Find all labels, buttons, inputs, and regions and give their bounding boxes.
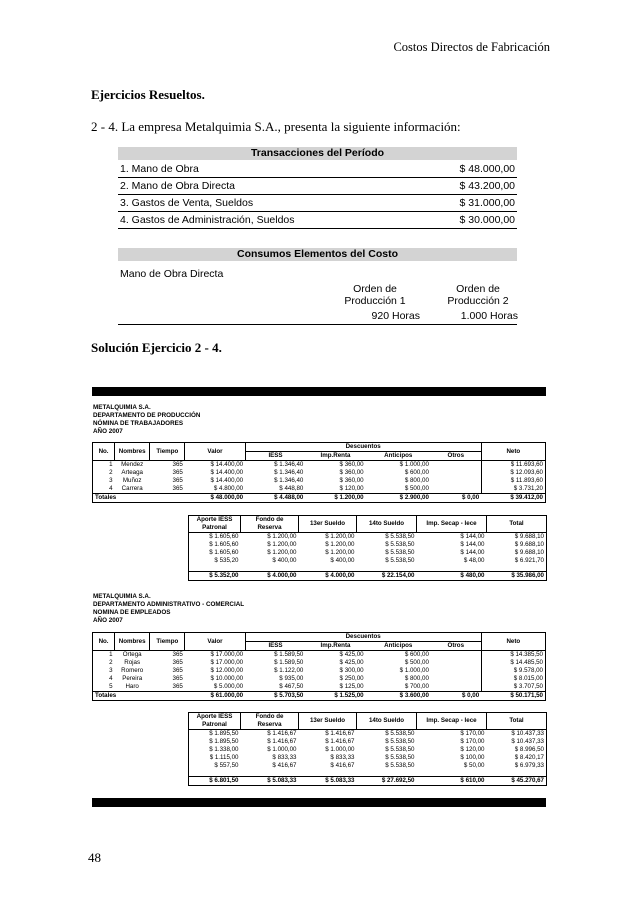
total-cell: $ 3.600,00 [366, 692, 431, 701]
col-tiempo: Tiempo [150, 443, 185, 461]
total-cell: $ 1.525,00 [305, 692, 365, 701]
col-descuentos: Descuentos [245, 633, 481, 642]
table-cell: $ 170,00 [460, 738, 485, 745]
totales-label: Totales [93, 494, 185, 503]
transaccion-label: 4. Gastos de Administración, Sueldos [120, 214, 295, 226]
table-cell: $ 11.693,60 [481, 461, 545, 470]
table-cell [431, 675, 481, 683]
transaccion-value: $ 30.000,00 [459, 214, 515, 226]
table-cell: $ 50,00 [463, 762, 485, 769]
orden2-hours: 1.000 Horas [460, 310, 518, 322]
table-cell: $ 1.895,50 [189, 738, 241, 746]
col-fondo [241, 516, 299, 533]
col-14: 14to Sueldo [357, 516, 417, 533]
table-cell: $ 9.688,10 [487, 549, 547, 557]
aporte-line2: Patronal [202, 524, 227, 531]
total-cell: $ 0,00 [431, 692, 481, 701]
col-14: 14to Sueldo [357, 713, 417, 730]
table-cell: $ 1.115,00 [189, 754, 241, 762]
total-cell: $ 480,00 [417, 572, 487, 581]
col-total: Total [487, 713, 547, 730]
table-cell: $ 14.485,50 [481, 659, 545, 667]
table-cell: $ 5.538,50 [385, 762, 415, 769]
table-cell: 3 [93, 477, 115, 485]
orden1-line2: Producción 1 [344, 295, 406, 307]
table-cell: 3 [93, 667, 115, 675]
payroll-table [92, 442, 546, 503]
table-cell: $ 1.338,00 [189, 746, 241, 754]
total-cell: $ 4.000,00 [299, 572, 357, 581]
table-cell [431, 461, 481, 470]
table-row [189, 762, 547, 770]
total-cell: $ 5.083,33 [299, 777, 357, 786]
running-header: Costos Directos de Fabricación [393, 40, 550, 54]
provisions-table [188, 712, 547, 786]
orden2-header [433, 283, 523, 307]
table-row [189, 738, 547, 746]
transaccion-label: 2. Mano de Obra Directa [120, 180, 235, 192]
payroll-name: NOMINA DE EMPLEADOS [93, 609, 171, 616]
table-cell: Romero [121, 667, 144, 674]
provisions-table [188, 515, 547, 581]
table-cell: 365 [172, 651, 183, 658]
table-cell: 365 [172, 461, 183, 468]
payroll-table [92, 632, 546, 701]
table-cell: $ 1.416,67 [325, 738, 355, 745]
table-cell: $ 9.688,10 [487, 541, 547, 549]
table-cell: $ 10.437,33 [487, 730, 547, 739]
table-cell: Rojas [124, 659, 141, 666]
table-cell: $ 3.731,20 [481, 485, 545, 494]
table-cell: $ 4.800,00 [213, 485, 244, 492]
exercise-statement: 2 - 4. La empresa Metalquimia S.A., presenta la siguiente información: [91, 119, 461, 134]
table-cell: $ 144,00 [460, 533, 485, 540]
col-fondo [241, 713, 299, 730]
table-cell: $ 120,00 [339, 485, 364, 492]
table-cell: 2 [93, 469, 115, 477]
transaccion-value: $ 48.000,00 [459, 163, 515, 175]
table-row [93, 477, 546, 485]
table-cell: $ 416,67 [272, 762, 297, 769]
table-cell: $ 8.420,17 [487, 754, 547, 762]
total-cell: $ 610,00 [417, 777, 487, 786]
table-cell: $ 1.122,00 [274, 667, 304, 674]
table-cell: Arteaga [121, 469, 143, 476]
col-13: 13er Sueldo [299, 516, 357, 533]
col-secap: Imp. Secap - Iece [417, 516, 487, 533]
table-row [189, 549, 547, 557]
total-cell: $ 45.270,67 [487, 777, 547, 786]
total-cell: $ 61.000,00 [185, 692, 245, 701]
table-cell: $ 8.015,00 [481, 675, 545, 683]
table-cell: $ 1.605,60 [189, 549, 241, 557]
table-cell: $ 600,00 [404, 651, 429, 658]
consumos-rule [118, 324, 517, 325]
col-anticipos: Anticipos [366, 642, 431, 651]
fondo-line1: Fondo de [255, 516, 284, 523]
table-cell: $ 1.605,60 [189, 533, 241, 542]
col-secap: Imp. Secap - Iece [417, 713, 487, 730]
table-cell: $ 250,00 [339, 675, 364, 682]
consumos-label: Mano de Obra Directa [120, 268, 224, 280]
aporte-line1: Aporte IESS [196, 516, 233, 523]
total-cell: $ 48.000,00 [185, 494, 245, 503]
table-cell: $ 9.578,00 [481, 667, 545, 675]
table-cell: $ 5.538,50 [385, 754, 415, 761]
table-cell: 365 [172, 659, 183, 666]
table-cell: $ 17.000,00 [210, 651, 244, 658]
table-cell: $ 5.538,50 [385, 730, 415, 737]
table-row [189, 746, 547, 754]
fondo-line1: Fondo de [255, 713, 284, 720]
table-cell: 1 [93, 651, 115, 660]
table-cell: $ 10.437,33 [487, 738, 547, 746]
transaccion-label: 1. Mano de Obra [120, 163, 199, 175]
col-otros: Otros [431, 642, 481, 651]
table-cell: $ 1.416,67 [267, 730, 297, 737]
table-cell: $ 1.895,50 [189, 730, 241, 739]
col-renta: Imp.Renta [305, 452, 365, 461]
col-otros: Otros [431, 452, 481, 461]
table-cell: $ 1.000,00 [399, 667, 429, 674]
table-cell: 2 [93, 659, 115, 667]
bottom-black-bar [92, 798, 546, 807]
table-cell: 365 [172, 477, 183, 484]
table-cell: $ 300,00 [339, 667, 364, 674]
col-iess: IESS [245, 452, 305, 461]
payroll-year: AÑO 2007 [93, 617, 123, 624]
table-cell: 365 [172, 667, 183, 674]
solution-heading: Solución Ejercicio 2 - 4. [91, 340, 222, 355]
table-cell: $ 400,00 [330, 557, 355, 564]
table-cell: $ 11.893,60 [481, 477, 545, 485]
table-cell: $ 144,00 [460, 541, 485, 548]
table-cell: $ 1.346,40 [274, 461, 304, 468]
table-cell: $ 6.921,70 [487, 557, 547, 565]
aporte-line2: Patronal [202, 721, 227, 728]
transaccion-label: 3. Gastos de Venta, Sueldos [120, 197, 254, 209]
table-cell: $ 125,00 [339, 683, 364, 690]
col-aporte [189, 516, 241, 533]
col-valor: Valor [185, 443, 245, 461]
total-cell: $ 4.000,00 [241, 572, 299, 581]
page-number: 48 [88, 850, 101, 865]
table-cell: $ 14.400,00 [210, 461, 244, 468]
col-neto: Neto [481, 443, 545, 461]
table-row [93, 469, 546, 477]
total-cell: $ 35.986,00 [487, 572, 547, 581]
table-cell: $ 5.538,50 [385, 557, 415, 564]
table-cell [431, 469, 481, 477]
table-cell: $ 360,00 [339, 461, 364, 468]
table-row [93, 461, 546, 470]
table-cell: $ 500,00 [404, 485, 429, 492]
table-row [189, 730, 547, 739]
table-cell: Muñoz [122, 477, 142, 484]
table-cell: $ 8.996,50 [487, 746, 547, 754]
col-anticipos: Anticipos [366, 452, 431, 461]
col-iess: IESS [245, 642, 305, 651]
orden1-line1: Orden de [353, 283, 397, 295]
total-cell: $ 1.200,00 [305, 494, 365, 503]
table-cell: $ 1.000,00 [399, 461, 429, 468]
transaccion-row [118, 213, 517, 229]
table-cell: $ 416,67 [330, 762, 355, 769]
transaccion-row [118, 179, 517, 195]
table-cell: $ 6.979,33 [487, 762, 547, 770]
table-cell: 1 [93, 461, 115, 470]
table-cell: $ 17.000,00 [210, 659, 244, 666]
fondo-line2: Reserva [257, 721, 282, 728]
totales-label: Totales [93, 692, 185, 701]
table-cell: $ 14.400,00 [210, 477, 244, 484]
table-cell: $ 1.200,00 [325, 533, 355, 540]
table-cell: $ 1.200,00 [325, 541, 355, 548]
col-13: 13er Sueldo [299, 713, 357, 730]
table-cell: $ 833,33 [330, 754, 355, 761]
table-cell: $ 1.589,50 [274, 651, 304, 658]
table-row [93, 675, 546, 683]
table-cell: $ 1.200,00 [267, 541, 297, 548]
table-cell: $ 557,50 [189, 762, 241, 770]
table-row [93, 659, 546, 667]
table-cell: $ 1.589,50 [274, 659, 304, 666]
total-cell: $ 27.692,50 [357, 777, 417, 786]
consumos-title: Consumos Elementos del Costo [118, 248, 517, 261]
transaccion-value: $ 43.200,00 [459, 180, 515, 192]
table-cell: $ 833,33 [272, 754, 297, 761]
table-cell: $ 5.538,50 [385, 533, 415, 540]
total-cell: $ 5.352,00 [189, 572, 241, 581]
table-cell [431, 667, 481, 675]
col-nombres: Nombres [115, 633, 150, 651]
orden1-header [330, 283, 420, 307]
table-cell: 5 [93, 683, 115, 692]
col-no: No. [93, 443, 115, 461]
aporte-line1: Aporte IESS [196, 713, 233, 720]
table-cell: 365 [172, 485, 183, 492]
table-cell: $ 14.400,00 [210, 469, 244, 476]
table-cell: Pereira [122, 675, 143, 682]
col-aporte [189, 713, 241, 730]
col-tiempo: Tiempo [150, 633, 185, 651]
table-row [189, 754, 547, 762]
total-cell: $ 4.488,00 [245, 494, 305, 503]
table-cell: $ 1.416,67 [325, 730, 355, 737]
payroll-year: AÑO 2007 [93, 428, 123, 435]
table-cell: $ 1.416,67 [267, 738, 297, 745]
table-cell: 4 [93, 675, 115, 683]
transacciones-title: Transacciones del Período [118, 147, 517, 160]
table-row [189, 557, 547, 565]
table-cell: $ 425,00 [339, 659, 364, 666]
table-cell: $ 1.200,00 [267, 533, 297, 540]
table-cell: $ 467,50 [279, 683, 304, 690]
table-cell: $ 48,00 [463, 557, 485, 564]
table-cell: Carrera [121, 485, 143, 492]
table-cell: $ 14.385,50 [481, 651, 545, 660]
fondo-line2: Reserva [257, 524, 282, 531]
table-cell: $ 1.200,00 [267, 549, 297, 556]
table-cell: 365 [172, 675, 183, 682]
table-cell: $ 400,00 [272, 557, 297, 564]
table-cell: $ 700,00 [404, 683, 429, 690]
top-black-bar [92, 387, 546, 396]
col-valor: Valor [185, 633, 245, 651]
orden2-line1: Orden de [456, 283, 500, 295]
company-name: METALQUIMIA S.A. [93, 593, 151, 600]
table-cell: Haro [125, 683, 139, 690]
table-cell: $ 1.346,40 [274, 477, 304, 484]
table-cell: $ 10.000,00 [210, 675, 244, 682]
table-cell: 365 [172, 469, 183, 476]
table-cell: $ 12.000,00 [210, 667, 244, 674]
produccion-company-block [93, 404, 200, 436]
total-cell: $ 5.083,33 [241, 777, 299, 786]
total-cell: $ 50.171,50 [481, 692, 545, 701]
table-cell: $ 1.000,00 [267, 746, 297, 753]
table-cell: $ 120,00 [460, 746, 485, 753]
table-cell: $ 5.538,50 [385, 549, 415, 556]
table-cell [431, 659, 481, 667]
table-cell: $ 12.093,60 [481, 469, 545, 477]
table-cell: $ 5.000,00 [213, 683, 244, 690]
table-cell: $ 600,00 [404, 469, 429, 476]
col-total: Total [487, 516, 547, 533]
table-cell: $ 500,00 [404, 659, 429, 666]
table-row [93, 651, 546, 660]
table-cell: $ 1.346,40 [274, 469, 304, 476]
table-row [93, 667, 546, 675]
col-descuentos: Descuentos [245, 443, 481, 452]
table-cell: $ 448,80 [279, 485, 304, 492]
table-cell: $ 535,20 [189, 557, 241, 565]
table-cell: $ 800,00 [404, 477, 429, 484]
table-cell: 365 [172, 683, 183, 690]
orden1-hours: 920 Horas [371, 310, 420, 322]
table-cell [431, 485, 481, 494]
company-name: METALQUIMIA S.A. [93, 404, 151, 411]
table-cell: $ 360,00 [339, 469, 364, 476]
department-name: DEPARTAMENTO DE PRODUCCIÓN [93, 412, 201, 419]
col-neto: Neto [481, 633, 545, 651]
table-cell: $ 800,00 [404, 675, 429, 682]
payroll-name: NÓMINA DE TRABAJADORES [93, 420, 184, 427]
transaccion-row [118, 162, 517, 178]
table-cell: $ 5.538,50 [385, 738, 415, 745]
total-cell: $ 2.900,00 [366, 494, 431, 503]
col-no: No. [93, 633, 115, 651]
administrativo-company-block [93, 593, 244, 625]
table-cell: $ 1.200,00 [325, 549, 355, 556]
total-cell: $ 0,00 [431, 494, 481, 503]
total-cell: $ 5.703,50 [245, 692, 305, 701]
table-cell: $ 5.538,50 [385, 541, 415, 548]
table-cell: $ 1.000,00 [325, 746, 355, 753]
table-cell: 4 [93, 485, 115, 494]
table-row [189, 533, 547, 542]
department-name: DEPARTAMENTO ADMINISTRATIVO - COMERCIAL [93, 601, 245, 608]
table-cell: $ 3.707,50 [481, 683, 545, 692]
table-cell: $ 425,00 [339, 651, 364, 658]
section-heading: Ejercicios Resueltos. [91, 87, 205, 102]
total-cell: $ 39.412,00 [481, 494, 545, 503]
table-row [93, 683, 546, 692]
table-cell: $ 935,00 [279, 675, 304, 682]
table-cell: $ 100,00 [460, 754, 485, 761]
table-cell: Ortega [122, 651, 142, 658]
transaccion-row [118, 196, 517, 212]
orden2-line2: Producción 2 [447, 295, 509, 307]
col-renta: Imp.Renta [305, 642, 365, 651]
table-cell: $ 170,00 [460, 730, 485, 737]
transaccion-value: $ 31.000,00 [459, 197, 515, 209]
table-row [189, 541, 547, 549]
table-cell [431, 651, 481, 660]
table-cell: $ 144,00 [460, 549, 485, 556]
table-cell: $ 360,00 [339, 477, 364, 484]
table-cell [431, 477, 481, 485]
col-nombres: Nombres [115, 443, 150, 461]
table-cell: $ 9.688,10 [487, 533, 547, 542]
table-row [93, 485, 546, 494]
table-cell: $ 5.538,50 [385, 746, 415, 753]
table-cell [431, 683, 481, 692]
table-cell: Mendez [121, 461, 144, 468]
total-cell: $ 22.154,00 [357, 572, 417, 581]
total-cell: $ 6.801,50 [189, 777, 241, 786]
table-cell: $ 1.605,60 [189, 541, 241, 549]
